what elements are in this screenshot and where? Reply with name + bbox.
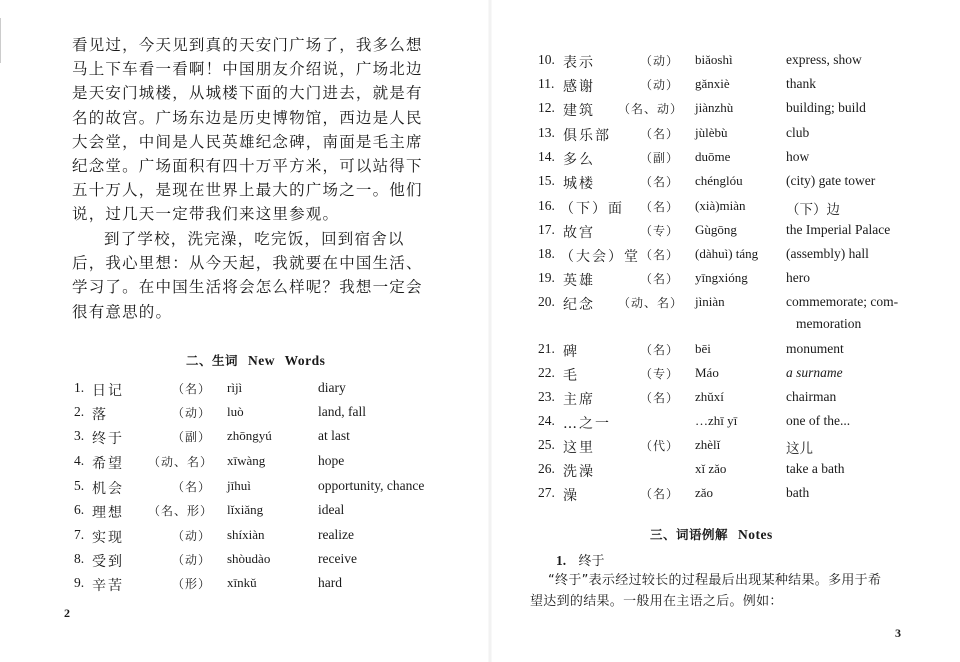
vocab-hanzi: 主席 <box>563 392 595 408</box>
vocab-part-of-speech: （副） <box>172 430 212 444</box>
vocab-part-of-speech: （名） <box>640 391 680 405</box>
vocab-english: express, show <box>786 52 862 67</box>
vocab-number: 20. <box>538 294 555 309</box>
vocab-pinyin: zhōngyú <box>227 428 272 443</box>
vocab-number: 4. <box>74 453 85 468</box>
vocab-english: hero <box>786 270 810 285</box>
vocab-pinyin: jīhuì <box>227 478 251 493</box>
vocab-hanzi: （下）面 <box>560 201 624 217</box>
text-line: 望达到的结果。一般用在主语之后。例如： <box>530 594 783 609</box>
vocab-part-of-speech: （名） <box>640 127 680 141</box>
vocab-pinyin: shòudào <box>227 551 271 566</box>
vocab-number: 24. <box>538 413 555 428</box>
vocab-english: how <box>786 149 810 164</box>
vocab-pinyin: (dàhuì) táng <box>695 246 759 261</box>
vocab-english: hope <box>318 453 345 468</box>
vocab-english: opportunity, chance <box>318 478 425 493</box>
vocab-english: (assembly) hall <box>786 246 869 261</box>
vocab-part-of-speech: （名） <box>640 248 680 262</box>
vocab-part-of-speech: （副） <box>640 151 680 165</box>
text-line: 纪念堂。广场面积有四十万平方米，可以站得下 <box>72 157 423 176</box>
vocab-part-of-speech: （专） <box>640 224 680 238</box>
text-line: 名的故宫。广场东边是历史博物馆，西边是人民 <box>72 108 423 127</box>
vocab-hanzi: 城楼 <box>563 176 595 192</box>
vocab-number: 11. <box>538 76 555 91</box>
vocab-part-of-speech: （专） <box>640 367 680 381</box>
right-page <box>490 0 960 662</box>
vocab-part-of-speech: （名） <box>640 200 680 214</box>
vocab-number: 8. <box>74 551 85 566</box>
vocab-english: one of the... <box>786 413 851 428</box>
vocab-hanzi: 碑 <box>563 344 579 360</box>
vocab-hanzi: 澡 <box>563 488 579 504</box>
page-edge-mark <box>0 18 9 63</box>
vocab-number: 1. <box>74 380 85 395</box>
vocab-hanzi: 俱乐部 <box>563 128 611 144</box>
vocab-number: 18. <box>538 246 555 261</box>
vocab-english: （下）边 <box>786 202 840 217</box>
page-number: 3 <box>895 626 901 640</box>
text-line: 后，我心里想：从今天起，我就要在中国生活、 <box>72 254 423 273</box>
vocab-part-of-speech: （名） <box>640 272 680 286</box>
vocab-part-of-speech: （动） <box>640 54 680 68</box>
vocab-hanzi: 建筑 <box>563 103 595 119</box>
vocab-hanzi: 希望 <box>92 456 124 472</box>
vocab-part-of-speech: （名） <box>172 382 212 396</box>
text-line: 大会堂，中间是人民英雄纪念碑，南面是毛主席 <box>72 132 423 151</box>
vocab-part-of-speech: （动） <box>640 78 680 92</box>
vocab-number: 23. <box>538 389 555 404</box>
vocab-hanzi: 故宫 <box>563 225 595 241</box>
vocab-number: 10. <box>538 52 555 67</box>
vocab-hanzi: 这里 <box>563 440 595 456</box>
vocab-english: land, fall <box>318 404 366 419</box>
vocab-hanzi: 纪念 <box>563 297 595 313</box>
vocab-part-of-speech: （名、形） <box>148 504 214 518</box>
vocab-hanzi: 终于 <box>92 431 124 447</box>
vocab-number: 17. <box>538 222 555 237</box>
vocab-number: 22. <box>538 365 555 380</box>
vocab-number: 5. <box>74 478 85 493</box>
vocab-hanzi: 理想 <box>92 505 124 521</box>
vocab-english: thank <box>786 76 816 91</box>
vocab-part-of-speech: （名） <box>640 487 680 501</box>
vocab-pinyin: rìjì <box>227 380 243 395</box>
vocab-number: 15. <box>538 173 555 188</box>
vocab-part-of-speech: （名） <box>172 480 212 494</box>
vocab-part-of-speech: （代） <box>640 439 680 453</box>
vocab-pinyin: zhèlǐ <box>695 437 721 452</box>
vocab-pinyin: …zhī yī <box>695 413 738 428</box>
vocab-number: 25. <box>538 437 555 452</box>
vocab-english: building; build <box>786 100 866 115</box>
vocab-hanzi: 辛苦 <box>92 578 124 594</box>
vocab-part-of-speech: （形） <box>172 577 212 591</box>
vocab-hanzi: 实现 <box>92 530 124 546</box>
vocab-pinyin: chénglóu <box>695 173 743 188</box>
vocab-part-of-speech: （动） <box>172 406 212 420</box>
vocab-hanzi: 受到 <box>92 554 124 570</box>
reading-paragraph-1 <box>72 33 482 227</box>
vocab-pinyin: zǎo <box>695 485 714 500</box>
note-heading: 1. 终于 <box>556 553 605 569</box>
reading-paragraph-2 <box>72 227 482 324</box>
vocab-pinyin: jiànzhù <box>695 100 734 115</box>
text-line: 到了学校，洗完澡，吃完饭，回到宿舍以 <box>104 230 405 248</box>
text-line: 看见过，今天见到真的天安门广场了，我多么想 <box>72 36 423 54</box>
vocab-part-of-speech: （动） <box>172 553 212 567</box>
vocab-pinyin: biǎoshì <box>695 52 733 67</box>
vocab-number: 3. <box>74 428 85 443</box>
text-line: 五十万人，是现在世界上最大的广场之一。他们 <box>72 181 423 200</box>
vocab-pinyin: jùlèbù <box>695 125 728 140</box>
vocab-pinyin: Gùgōng <box>695 222 737 237</box>
vocab-english: hard <box>318 575 342 590</box>
vocab-number: 19. <box>538 270 555 285</box>
vocab-pinyin: xīnkǔ <box>227 575 257 590</box>
vocab-pinyin: lǐxiǎng <box>227 502 264 517</box>
note-body <box>530 570 930 612</box>
vocab-number: 27. <box>538 485 555 500</box>
section-title-notes: 三、词语例解 Notes <box>650 527 773 542</box>
vocab-hanzi: 落 <box>92 407 108 423</box>
vocab-hanzi: 洗澡 <box>563 464 595 480</box>
section-title-new-words: 二、生词 New Words <box>186 353 326 368</box>
vocab-english: 这儿 <box>786 441 813 456</box>
vocab-part-of-speech: （名） <box>640 343 680 357</box>
vocab-english: receive <box>318 551 357 566</box>
vocab-number: 7. <box>74 527 85 542</box>
vocab-pinyin: xǐ zǎo <box>695 461 727 476</box>
vocab-english: diary <box>318 380 346 395</box>
vocab-english: take a bath <box>786 461 845 476</box>
vocab-english: ideal <box>318 502 345 517</box>
vocab-english: monument <box>786 341 844 356</box>
vocab-number: 12. <box>538 100 555 115</box>
vocab-hanzi: 多么 <box>563 152 595 168</box>
vocab-english: club <box>786 125 810 140</box>
text-line: 很有意思的。 <box>72 302 173 321</box>
text-line: 是天安门城楼，从城楼下面的大门进去，就是有 <box>72 84 423 103</box>
vocab-pinyin: xīwàng <box>227 453 266 468</box>
vocab-pinyin: zhǔxí <box>695 389 724 404</box>
vocab-hanzi: 英雄 <box>563 273 595 289</box>
text-line: “终于”表示经过较长的过程最后出现某种结果。多用于希 <box>548 573 882 588</box>
vocab-part-of-speech: （动、名） <box>148 455 214 469</box>
vocab-part-of-speech: （动） <box>172 529 212 543</box>
vocab-part-of-speech: （名） <box>640 175 680 189</box>
vocab-pinyin: shíxiàn <box>227 527 265 542</box>
vocab-hanzi: （大会）堂 <box>560 249 640 265</box>
vocab-number: 16. <box>538 198 555 213</box>
vocab-pinyin: jìniàn <box>695 294 725 309</box>
vocab-english: (city) gate tower <box>786 173 876 188</box>
vocab-part-of-speech: （动、名） <box>618 296 684 310</box>
vocab-english: bath <box>786 485 810 500</box>
vocab-number: 6. <box>74 502 85 517</box>
text-line: 马上下车看一看啊！中国朋友介绍说，广场北边 <box>72 60 423 79</box>
vocab-pinyin: gǎnxiè <box>695 76 730 91</box>
vocab-english: at last <box>318 428 350 443</box>
vocab-english-continued: memoration <box>796 316 862 331</box>
vocab-hanzi: 日记 <box>92 383 124 399</box>
text-line: 说，过几天一定带我们来这里参观。 <box>72 205 340 224</box>
vocab-hanzi: 表示 <box>563 55 595 71</box>
vocab-hanzi: 机会 <box>92 481 124 497</box>
vocab-english: the Imperial Palace <box>786 222 891 237</box>
vocab-number: 21. <box>538 341 555 356</box>
vocab-pinyin: (xià)miàn <box>695 198 746 213</box>
vocab-pinyin: duōme <box>695 149 731 164</box>
vocab-english: realize <box>318 527 354 542</box>
page-number: 2 <box>64 606 70 620</box>
vocab-pinyin: Máo <box>695 365 719 380</box>
vocab-number: 13. <box>538 125 555 140</box>
vocab-hanzi: 感谢 <box>563 79 595 95</box>
vocab-part-of-speech: （名、动） <box>618 102 684 116</box>
vocab-english: commemorate; com- <box>786 294 899 309</box>
vocab-hanzi: 毛 <box>563 368 579 384</box>
vocab-hanzi: …之一 <box>563 416 611 432</box>
vocab-number: 2. <box>74 404 85 419</box>
vocab-english: a surname <box>786 365 843 380</box>
vocab-pinyin: bēi <box>695 341 711 356</box>
vocab-pinyin: yīngxióng <box>695 270 748 285</box>
text-line: 学习了。在中国生活将会怎么样呢？我想一定会 <box>72 278 423 297</box>
vocab-english: chairman <box>786 389 837 404</box>
vocab-pinyin: luò <box>227 404 244 419</box>
vocab-number: 9. <box>74 575 85 590</box>
vocab-number: 26. <box>538 461 555 476</box>
vocab-number: 14. <box>538 149 555 164</box>
